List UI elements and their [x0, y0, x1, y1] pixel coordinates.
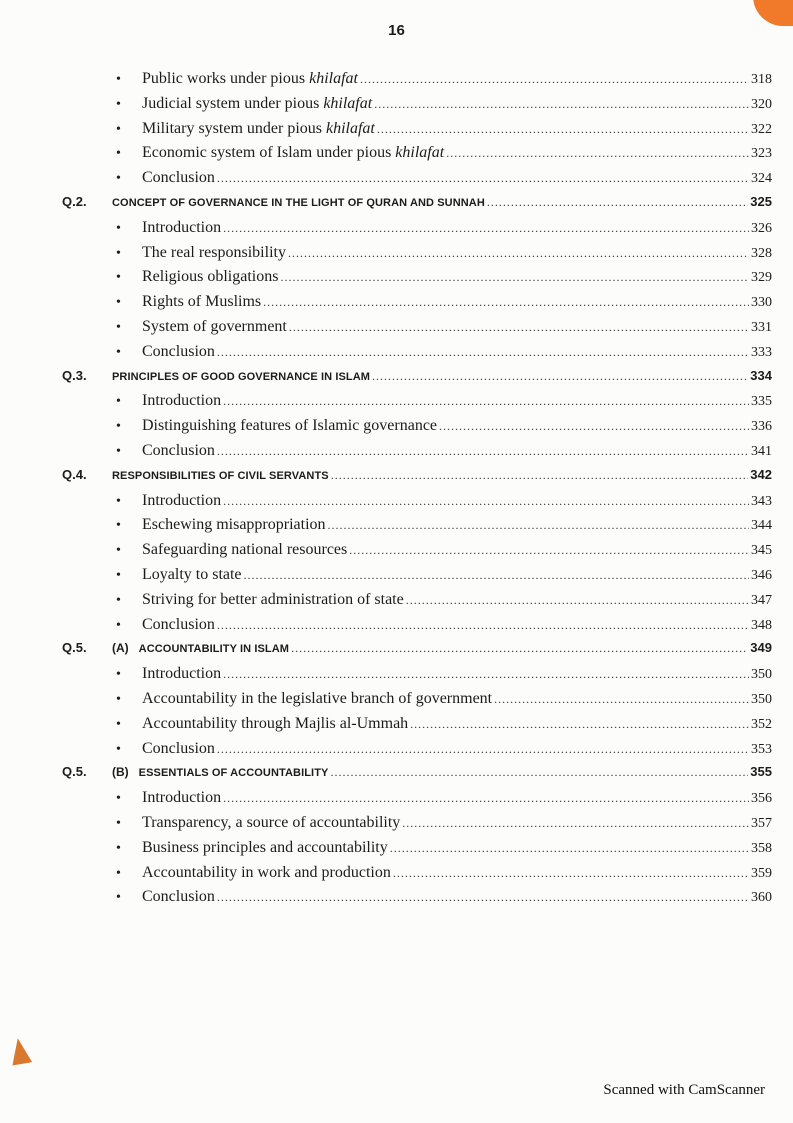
toc-item-row	[62, 839, 772, 864]
bullet-icon: •	[116, 865, 121, 881]
page-ref: 349	[750, 640, 772, 656]
toc-item-row	[62, 740, 772, 765]
bullet-icon: •	[116, 567, 121, 583]
item-title-text: Conclusion	[142, 739, 215, 757]
toc-item-row	[62, 392, 772, 417]
item-title-text: Conclusion	[142, 342, 215, 360]
toc-item-row	[62, 95, 772, 120]
item-title-text: Introduction	[142, 218, 222, 236]
page-ref: 342	[750, 466, 772, 482]
item-title	[142, 888, 215, 906]
table-of-contents	[62, 70, 772, 913]
dot-leader	[349, 543, 749, 558]
page-ref: 341	[751, 443, 772, 459]
toc-item-row	[62, 70, 772, 95]
bullet-icon: •	[116, 295, 121, 311]
toc-item-row	[62, 293, 772, 318]
item-title-text: Safeguarding national resources	[142, 541, 348, 559]
bullet-icon: •	[116, 840, 121, 856]
item-title	[142, 541, 347, 559]
bullet-icon: •	[116, 791, 121, 807]
item-title-text: The real responsibility	[142, 243, 286, 261]
page-ref: 360	[751, 890, 772, 906]
item-title	[142, 516, 326, 534]
page-ref: 350	[751, 691, 772, 707]
dot-leader	[390, 841, 749, 856]
item-title-text: Economic system of Islam under pious	[142, 144, 396, 162]
bullet-icon: •	[116, 741, 121, 757]
page-ref: 320	[751, 96, 772, 112]
item-title	[142, 839, 388, 857]
toc-item-row	[62, 343, 772, 368]
dot-leader	[217, 171, 749, 186]
page-ref: 357	[751, 815, 772, 831]
item-title	[142, 616, 215, 634]
dot-leader	[406, 593, 749, 608]
toc-section-row	[62, 368, 772, 393]
page-ref: 347	[751, 592, 772, 608]
question-number: Q.2.	[62, 193, 87, 209]
toc-item-row	[62, 417, 772, 442]
question-part-label: (A)	[112, 641, 129, 656]
question-number: Q.5.	[62, 764, 87, 780]
dot-leader	[494, 692, 749, 707]
page-ref: 359	[751, 865, 772, 881]
dot-leader	[223, 667, 749, 682]
item-title-text: Striving for better administration of state	[142, 590, 404, 608]
page-ref: 343	[751, 493, 772, 509]
bullet-icon: •	[116, 72, 121, 87]
page-ref: 348	[751, 617, 772, 633]
page-ref: 330	[751, 295, 772, 311]
item-title-text: Introduction	[142, 392, 222, 410]
dot-leader	[360, 72, 749, 87]
dot-leader	[328, 518, 749, 533]
toc-item-row	[62, 120, 772, 145]
bullet-icon: •	[116, 691, 121, 707]
bullet-icon: •	[116, 96, 121, 112]
item-title	[142, 343, 215, 361]
toc-item-row	[62, 244, 772, 269]
item-title	[142, 492, 221, 510]
item-title	[142, 95, 372, 113]
toc-item-row	[62, 219, 772, 244]
dot-leader	[263, 295, 749, 310]
toc-item-row	[62, 814, 772, 839]
dot-leader	[217, 742, 749, 757]
bullet-icon: •	[116, 419, 121, 435]
dot-leader	[291, 641, 748, 656]
bullet-icon: •	[116, 171, 121, 187]
dot-leader	[223, 394, 749, 409]
item-title-text: Conclusion	[142, 169, 215, 187]
dot-leader	[217, 444, 749, 459]
section-title: CONCEPT OF GOVERNANCE IN THE LIGHT OF QURAN AND SUNNAH	[112, 196, 485, 209]
toc-item-row	[62, 318, 772, 343]
page-ref: 335	[751, 394, 772, 410]
item-title	[142, 392, 221, 410]
dot-leader	[223, 791, 749, 806]
page-ref: 329	[751, 270, 772, 286]
page-ref: 328	[751, 245, 772, 261]
item-title-text: Religious obligations	[142, 268, 279, 286]
toc-item-row	[62, 789, 772, 814]
bullet-icon: •	[116, 592, 121, 608]
bullet-icon: •	[116, 518, 121, 534]
dot-leader	[280, 270, 749, 285]
page-ref: 350	[751, 667, 772, 683]
item-title-text: Introduction	[142, 665, 222, 683]
dot-leader	[217, 618, 749, 633]
dot-leader	[288, 246, 749, 261]
item-title	[142, 417, 437, 435]
item-title-text: System of government	[142, 317, 287, 335]
item-title	[142, 120, 375, 138]
bullet-icon: •	[116, 443, 121, 459]
bullet-icon: •	[116, 220, 121, 236]
item-title-text: Rights of Muslims	[142, 293, 262, 311]
question-part-label: (B)	[112, 765, 129, 780]
page-ref: 353	[751, 741, 772, 757]
item-title-emphasis: khilafat	[395, 144, 445, 162]
bullet-icon: •	[116, 344, 121, 360]
toc-section-row	[62, 467, 772, 492]
scanner-watermark: Scanned with CamScanner	[603, 1082, 765, 1098]
dot-leader	[402, 816, 749, 831]
bullet-icon: •	[116, 121, 121, 137]
toc-item-row	[62, 715, 772, 740]
toc-item-row	[62, 864, 772, 889]
page-ref: 333	[751, 344, 772, 360]
item-title	[142, 789, 221, 807]
section-title: PRINCIPLES OF GOOD GOVERNANCE IN ISLAM	[112, 370, 371, 383]
page-ref: 344	[751, 518, 772, 534]
dot-leader	[330, 765, 748, 780]
toc-item-row	[62, 268, 772, 293]
item-title	[142, 144, 444, 162]
item-title	[142, 219, 221, 237]
item-title-text: Public works under pious	[142, 70, 310, 87]
item-title-emphasis: khilafat	[309, 70, 358, 87]
page-ref: 355	[750, 764, 772, 780]
toc-item-row	[62, 888, 772, 913]
item-title	[142, 864, 391, 882]
dot-leader	[393, 866, 749, 881]
item-title	[142, 244, 286, 262]
question-number: Q.5.	[62, 640, 87, 656]
toc-item-row	[62, 541, 772, 566]
item-title	[142, 665, 221, 683]
item-title-text: Business principles and accountability	[142, 838, 388, 856]
page-ref: 323	[751, 146, 772, 162]
item-title-text: Accountability through Majlis al-Ummah	[142, 714, 409, 732]
page-ref: 324	[751, 171, 772, 187]
toc-item-row	[62, 665, 772, 690]
dot-leader	[446, 146, 749, 161]
page-ref: 331	[751, 319, 772, 335]
question-number: Q.3.	[62, 367, 87, 383]
page-ref: 336	[751, 419, 772, 435]
item-title-text: Distinguishing features of Islamic governance	[142, 417, 438, 435]
section-title: RESPONSIBILITIES OF CIVIL SERVANTS	[112, 469, 329, 482]
dot-leader	[377, 122, 749, 137]
item-title-text: Conclusion	[142, 888, 215, 906]
item-title	[142, 70, 358, 88]
toc-item-row	[62, 169, 772, 194]
dot-leader	[217, 345, 749, 360]
item-title	[142, 268, 278, 286]
item-title	[142, 814, 400, 832]
page-ref: 346	[751, 567, 772, 583]
dot-leader	[410, 717, 749, 732]
item-title	[142, 740, 215, 758]
dot-leader	[289, 320, 749, 335]
section-title: ESSENTIALS OF ACCOUNTABILITY	[138, 767, 329, 780]
item-title-text: Eschewing misappropriation	[142, 516, 326, 534]
toc-section-row	[62, 640, 772, 665]
page-ref: 322	[751, 121, 772, 137]
item-title	[142, 566, 242, 584]
bullet-icon: •	[116, 394, 121, 410]
page-ref: 352	[751, 716, 772, 732]
dot-leader	[217, 890, 749, 905]
dot-leader	[331, 468, 749, 483]
item-title	[142, 442, 215, 460]
toc-section-row	[62, 764, 772, 789]
page-ref: 345	[751, 543, 772, 559]
bullet-icon: •	[116, 319, 121, 335]
item-title-text: Judicial system under pious	[142, 94, 324, 112]
bullet-icon: •	[116, 146, 121, 162]
page-ref: 356	[751, 791, 772, 807]
toc-item-row	[62, 591, 772, 616]
bullet-icon: •	[116, 617, 121, 633]
bullet-icon: •	[116, 245, 121, 261]
item-title	[142, 318, 287, 336]
bullet-icon: •	[116, 543, 121, 559]
item-title	[142, 591, 404, 609]
page-ref: 318	[751, 72, 772, 87]
dot-leader	[374, 97, 749, 112]
bullet-icon: •	[116, 815, 121, 831]
dot-leader	[223, 221, 749, 236]
item-title-text: Loyalty to state	[142, 565, 242, 583]
page-ref: 325	[750, 193, 772, 209]
item-title-text: Introduction	[142, 789, 222, 807]
item-title	[142, 169, 215, 187]
item-title-text: Accountability in work and production	[142, 863, 391, 881]
item-title-text: Military system under pious	[142, 119, 326, 137]
bullet-icon: •	[116, 890, 121, 906]
item-title	[142, 690, 492, 708]
item-title	[142, 715, 408, 733]
toc-item-row	[62, 144, 772, 169]
dot-leader	[487, 195, 748, 210]
item-title-text: Accountability in the legislative branch of government	[142, 689, 493, 707]
item-title-text: Conclusion	[142, 615, 215, 633]
item-title-text: Transparency, a source of accountability	[142, 813, 401, 831]
toc-item-row	[62, 690, 772, 715]
section-title: ACCOUNTABILITY IN ISLAM	[138, 643, 290, 656]
dot-leader	[439, 419, 749, 434]
toc-item-row	[62, 442, 772, 467]
bullet-icon: •	[116, 716, 121, 732]
page-ref: 358	[751, 840, 772, 856]
toc-item-row	[62, 566, 772, 591]
bullet-icon: •	[116, 667, 121, 683]
page-ref: 334	[750, 367, 772, 383]
bullet-icon: •	[116, 270, 121, 286]
item-title-text: Conclusion	[142, 441, 215, 459]
toc-section-row	[62, 194, 772, 219]
item-title	[142, 293, 261, 311]
item-title-text: Introduction	[142, 491, 222, 509]
toc-item-row	[62, 492, 772, 517]
toc-item-row	[62, 516, 772, 541]
page-number: 16	[388, 22, 405, 39]
dot-leader	[244, 568, 749, 583]
dot-leader	[372, 369, 748, 384]
item-title-emphasis: khilafat	[323, 94, 373, 112]
page-edge-shadow	[8, 1036, 32, 1065]
question-number: Q.4.	[62, 466, 87, 482]
bullet-icon: •	[116, 493, 121, 509]
dot-leader	[223, 494, 749, 509]
toc-item-row	[62, 616, 772, 641]
page-ref: 326	[751, 220, 772, 236]
item-title-emphasis: khilafat	[325, 119, 375, 137]
